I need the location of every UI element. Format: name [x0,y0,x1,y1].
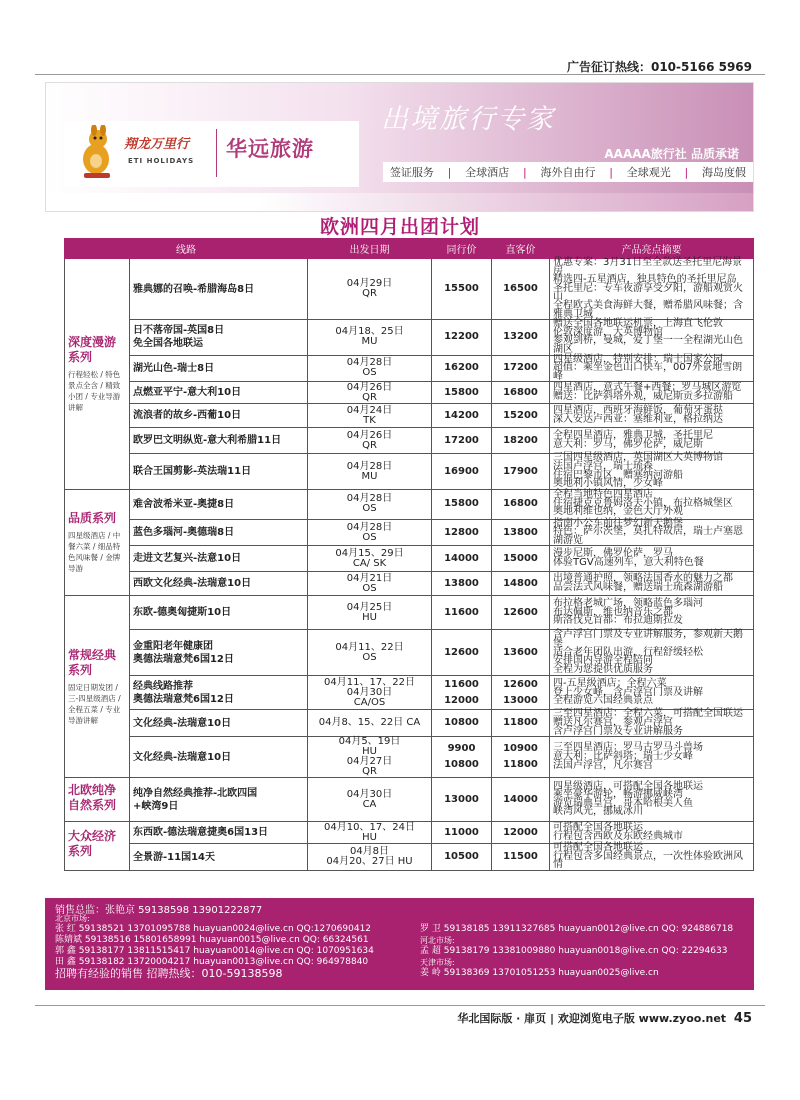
header-highlights: 产品亮点摘要 [550,239,754,259]
route-cell: 东欧-德奥匈捷斯10日 [130,596,308,630]
peer-price-cell: 13800 [432,572,492,596]
highlights-cell: 可搭配全国各地联运 行程包含多国经典景点，一次性体验欧洲风情 [550,844,754,871]
header-peer-price: 同行价 [432,239,492,259]
route-cell: 流浪者的故乡-西葡10日 [130,404,308,428]
highlights-cell: 四星级酒店，特别安排：瑞士国家公园 超值：乘坐金色山口快车，007外景地雪朗峰 [550,355,754,382]
contact-line: 陈婧斌 59138516 15801658991 huayuan0015@live.cn QQ: 66324561 [55,935,369,945]
date-cell: 04月28日 OS [308,489,432,519]
route-cell: 东西欧-德法瑞意捷奥6国13日 [130,822,308,844]
footer-text: 华北国际版 · 扉页 | 欢迎浏览电子版 www.zyoo.net [457,1012,727,1025]
quality-grade: AAAAA旅行社 品质承诺 [604,147,739,161]
route-cell: 湖光山色-瑞士8日 [130,355,308,382]
date-cell: 04月24日 TK [308,404,432,428]
retail-price-cell: 14000 [492,778,550,822]
highlights-cell: 漫步尼斯，佛罗伦萨，罗马 体验TGV高速列车，意大利特色餐 [550,546,754,572]
peer-price-cell: 14200 [432,404,492,428]
recruit-line: 招聘有经验的销售 招聘热线：010-59138598 [55,967,283,980]
peer-price-cell: 12200 [432,320,492,355]
route-cell: 难舍波希米亚-奥捷8日 [130,489,308,519]
date-cell: 04月11、17、22日 04月30日 CA/OS [308,676,432,710]
header-retail-price: 直客价 [492,239,550,259]
series-desc: 行程轻松 / 特色景点全含 / 精致小团 / 专业导游讲解 [68,369,121,412]
table-row [65,428,754,454]
date-cell: 04月28日 MU [308,454,432,489]
table-header [65,239,754,259]
contacts-right [420,913,733,979]
peer-price-cell: 11000 [432,822,492,844]
date-cell: 04月28日 OS [308,519,432,546]
retail-price-cell: 13200 [492,320,550,355]
retail-price-cell: 15200 [492,404,550,428]
route-cell: 走进文艺复兴-法意10日 [130,546,308,572]
highlights-cell: 赠送全国各地联运机票，上海直飞伦敦 伦敦深度游，大英博物馆 参观剑桥，曼城，爱丁堡一一全程湖光山色湖区 [550,320,754,355]
service-item: 全球观光 [626,166,671,179]
retail-price-cell: 14800 [492,572,550,596]
region-label: 天津市场: [420,958,455,967]
series-name: 大众经济系列 [68,829,117,859]
date-cell: 04月10、17、24日 HU [308,822,432,844]
date-cell: 04月29日 QR [308,259,432,320]
header-date: 出发日期 [308,239,432,259]
table-row [65,519,754,546]
date-cell: 04月26日 QR [308,382,432,404]
retail-price-cell: 15000 [492,546,550,572]
route-cell: 金重阳老年健康团 奥德法瑞意梵6国12日 [130,630,308,676]
highlights-cell: 全程四星酒店，雅典卫城，圣托里尼 意大利：罗马，佛罗伦萨，威尼斯 [550,428,754,454]
route-cell: 雅典娜的召唤-希腊海岛8日 [130,259,308,320]
logo-chinese: 翔龙万里行 [124,137,190,152]
route-cell: 西欧文化经典-法瑞意10日 [130,572,308,596]
table-row [65,596,754,630]
top-divider [35,74,765,75]
series-cell [65,596,130,778]
retail-price-cell: 12600 13000 [492,676,550,710]
series-cell [65,259,130,490]
series-cell [65,778,130,822]
retail-price-cell: 17200 [492,355,550,382]
date-cell: 04月8日 04月20、27日 HU [308,844,432,871]
date-cell: 04月8、15、22日 CA [308,710,432,737]
peer-price-cell: 15800 [432,489,492,519]
contact-line: 罗 卫 59138185 13911327685 huayuan0012@live.cn QQ: 924886718 [420,924,734,934]
series-cell [65,822,130,871]
peer-price-cell: 16200 [432,355,492,382]
retail-price-cell: 13600 [492,630,550,676]
route-cell: 文化经典-法瑞意10日 [130,737,308,778]
highlights-cell: 优惠专案：3月31日至全款送圣托里尼海景房 精选四-五星酒店，独具特色的圣托里尼岛 圣托里尼：专车夜游享受夕阳，游船观赏火山 全程欧式美食海鲜大餐，赠希腊风味餐；含雅典卫城 [550,259,754,320]
date-cell: 04月11、22日 OS [308,630,432,676]
table-row [65,737,754,778]
page-number: 45 [733,1011,752,1026]
brand-name: 华远旅游 [226,137,314,161]
table-row [65,489,754,519]
series-desc: 固定日期发团 / 三-四星级酒店 / 全程五菜 / 专业导游讲解 [68,682,121,725]
peer-price-cell: 11600 12000 [432,676,492,710]
slogan: 出境旅行专家 [381,104,555,135]
contact-line: 孟 超 59138179 13381009880 huayuan0018@live.cn QQ: 22294633 [420,946,728,956]
retail-price-cell: 18200 [492,428,550,454]
retail-price-cell: 16500 [492,259,550,320]
highlights-cell: 四-五星级酒店；全程六菜 登上少女峰，含卢浮宫门票及讲解 全程游览六国经典景点 [550,676,754,710]
service-separator: | [684,165,689,179]
retail-price-cell: 12000 [492,822,550,844]
service-item: 海岛度假 [702,166,747,179]
sales-contact-footer [45,898,754,990]
route-cell: 日不落帝国-英国8日 免全国各地联运 [130,320,308,355]
peer-price-cell: 16900 [432,454,492,489]
date-cell: 04月18、25日 MU [308,320,432,355]
table-row [65,676,754,710]
route-cell: 欧罗巴文明纵览-意大利希腊11日 [130,428,308,454]
date-cell: 04月5、19日 HU 04月27日 QR [308,737,432,778]
bottom-divider [35,1005,765,1006]
route-cell: 纯净自然经典推荐-北欧四国 +峡湾9日 [130,778,308,822]
contact-line: 张 红 59138521 13701095788 huayuan0024@live.cn QQ:1270690412 [55,924,372,934]
contact-line: 姜 岭 59138369 13701051253 huayuan0025@live.cn [420,968,659,978]
highlights-cell: 出境普通护照，领略法国香水的魅力之都 品尝法式风味餐，赠送瑞士琉森湖游船 [550,572,754,596]
table-row [65,454,754,489]
region-label: 河北市场: [420,936,455,945]
table-row [65,572,754,596]
ad-hotline: 广告征订热线：010-5166 5969 [566,60,752,74]
table-row [65,546,754,572]
date-cell: 04月30日 CA [308,778,432,822]
route-cell: 点燃亚平宁-意大利10日 [130,382,308,404]
date-cell: 04月25日 HU [308,596,432,630]
series-name: 品质系列 [68,511,117,526]
retail-price-cell: 16800 [492,489,550,519]
logo-english: ETI HOLIDAYS [128,157,195,165]
highlights-cell: 布拉格老城广场，领略蓝色多瑙河 布达佩斯，维也纳音乐之都 斯洛伐克首都：布拉迪斯拉发 [550,596,754,630]
highlights-cell: 四星酒店，西班牙海鲜饭，葡萄牙蛋挞 深入安达卢西亚：塞维利亚，格拉纳达 [550,404,754,428]
highlights-cell: 四星酒店，意式午餐+西餐；罗马城区游览 赠送：比萨斜塔外观，威尼斯贡多拉游船 [550,382,754,404]
sales-director: 销售总监：张艳京 59138598 13901222877 [55,905,263,916]
logo-divider [216,129,217,177]
highlights-cell: 指南小公车前往梦幻新天鹅堡 特色：萨尔茨堡，莫扎特故居，瑞士卢塞恩湖游览 [550,519,754,546]
series-name: 深度漫游系列 [68,334,117,364]
highlights-cell: 全程当地特色四星酒店 住宿捷克克鲁姆洛夫小镇，布拉格城堡区 奥地利维也纳，金色大厅外观 [550,489,754,519]
region-spacer [420,913,733,924]
page-footer [457,1010,752,1026]
route-cell: 经典线路推荐 奥德法瑞意梵6国12日 [130,676,308,710]
table-row [65,822,754,844]
table-row [65,404,754,428]
table-row [65,320,754,355]
series-desc: 四星级酒店 / 中餐六菜 / 细品特色风味餐 / 金牌导游 [68,531,121,574]
schedule-table [64,238,754,871]
service-separator: | [609,165,613,179]
route-cell: 联合王国剪影-英法瑞11日 [130,454,308,489]
peer-price-cell: 15800 [432,382,492,404]
contact-line: 郭 鑫 59138177 13811515417 huayuan0014@live.cn QQ: 1070951634 [55,946,374,956]
table-row [65,382,754,404]
table-row [65,778,754,822]
series-name: 北欧纯净自然系列 [68,782,117,812]
retail-price-cell: 17900 [492,454,550,489]
series-cell [65,489,130,596]
contact-line: 田 鑫 59138182 13720004217 huayuan0013@live.cn QQ: 964978840 [55,957,369,967]
retail-price-cell: 11500 [492,844,550,871]
service-bar [383,162,753,182]
highlights-cell: 三至四星酒店：罗马古罗马斗兽场 意大利：比萨斜塔；瑞士少女峰 法国卢浮宫，凡尔赛宫 [550,737,754,778]
highlights-cell: 可搭配全国各地联运 行程包含西欧及东欧经典城市 [550,822,754,844]
table-row [65,710,754,737]
kangaroo-icon [74,125,120,181]
header-banner [45,82,754,212]
highlights-cell: 三至四星酒店：全程六菜，可搭配全国联运 赠送凡尔赛宫，参观卢浮宫 含卢浮宫门票及专业讲解服务 [550,710,754,737]
route-cell: 全景游-11国14天 [130,844,308,871]
table-row [65,259,754,320]
date-cell: 04月26日 QR [308,428,432,454]
page-title: 欧洲四月出团计划 [319,216,480,238]
route-cell: 蓝色多瑙河-奥德瑞8日 [130,519,308,546]
table-row [65,355,754,382]
retail-price-cell: 16800 [492,382,550,404]
date-cell: 04月28日 OS [308,355,432,382]
service-separator: | [447,165,452,179]
table-row [65,844,754,871]
highlights-cell: 三国四星级酒店，英国湖区大英博物馆 法国卢浮宫，瑞士琉森 住宿巴黎市区，赠塞纳河游船 奥地利小镇风情，少女峰 [550,454,754,489]
service-item: 海外自由行 [540,166,596,179]
retail-price-cell: 13800 [492,519,550,546]
peer-price-cell: 13000 [432,778,492,822]
retail-price-cell: 10900 11800 [492,737,550,778]
highlights-cell: 四星级酒店，可搭配全国各地联运 乘坐豪华游轮，畅游挪威峡湾 游览瑞典皇宫，哥本哈根美人鱼 峡湾风光，挪威冰川 [550,778,754,822]
peer-price-cell: 17200 [432,428,492,454]
peer-price-cell: 15500 [432,259,492,320]
header-route: 线路 [65,239,308,259]
date-cell: 04月15、29日 CA/ SK [308,546,432,572]
banner-stripe [46,193,753,211]
region-label: 北京市场: [55,914,90,923]
peer-price-cell: 12600 [432,630,492,676]
service-item: 签证服务 [389,166,434,179]
service-item: 全球酒店 [465,166,510,179]
peer-price-cell: 10500 [432,844,492,871]
peer-price-cell: 14000 [432,546,492,572]
peer-price-cell: 11600 [432,596,492,630]
series-name: 常规经典系列 [68,647,117,677]
peer-price-cell: 10800 [432,710,492,737]
retail-price-cell: 12600 [492,596,550,630]
contacts-left [55,913,374,979]
highlights-cell: 含卢浮宫门票及专业讲解服务，参观新天鹅堡 适合老年团队出游，行程舒缓轻松 安排国内导游全程陪同 全程为您提供优质服务 [550,630,754,676]
date-cell: 04月21日 OS [308,572,432,596]
logo-box [64,121,359,187]
table-row [65,630,754,676]
peer-price-cell: 12800 [432,519,492,546]
service-separator: | [522,165,527,179]
route-cell: 文化经典-法瑞意10日 [130,710,308,737]
peer-price-cell: 9900 10800 [432,737,492,778]
retail-price-cell: 11800 [492,710,550,737]
